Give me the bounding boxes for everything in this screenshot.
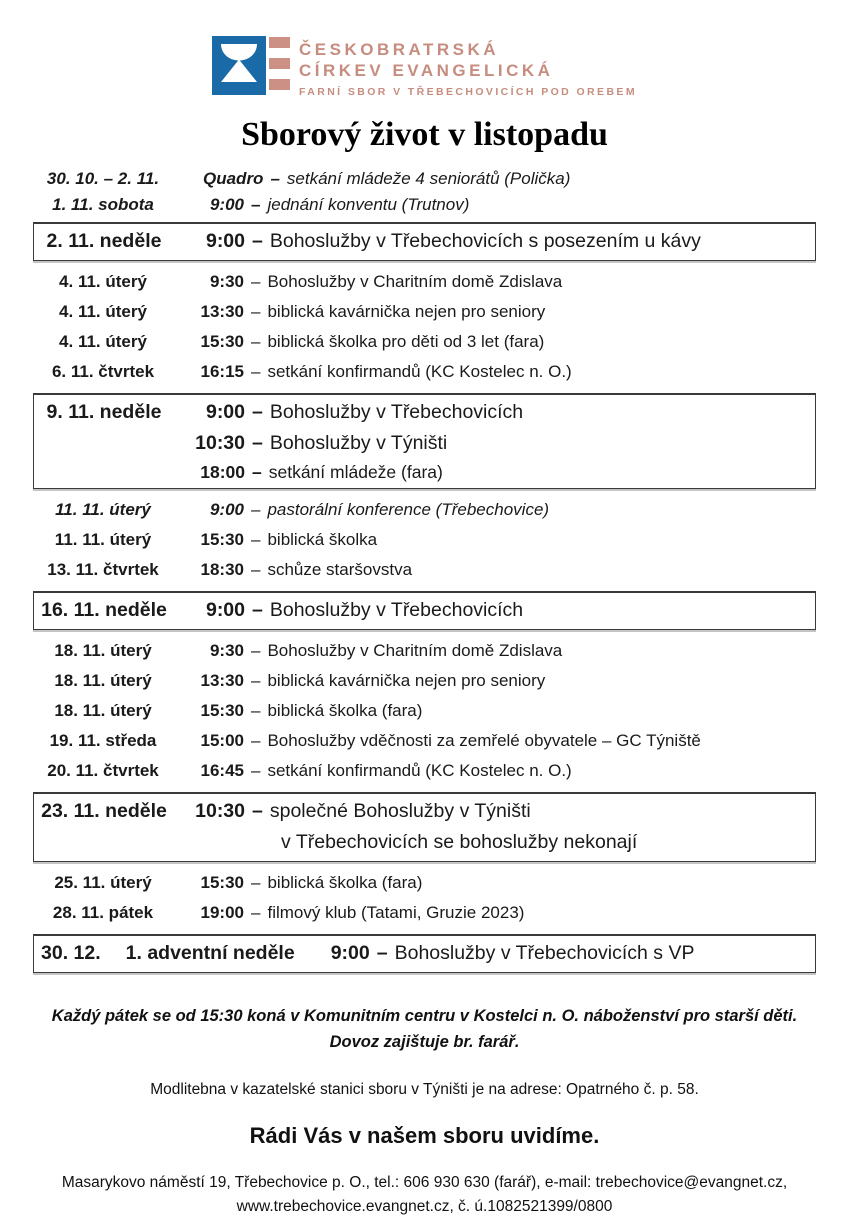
- date-cell: 1. 11. sobota: [52, 195, 154, 214]
- time-cell: 9:00: [209, 195, 244, 214]
- time-cell: 19:00: [200, 903, 244, 922]
- contact-line-1: Masarykovo náměstí 19, Třebechovice p. O., tel.: 606 930 630 (farář), e-mail: trebechovice@evangnet.cz,: [61, 1174, 788, 1191]
- sunday-box: [33, 393, 816, 489]
- time-cell: 9:30: [209, 272, 244, 291]
- sunday-box: [33, 792, 816, 862]
- time-cell: 18:00: [200, 462, 245, 482]
- dash: –: [252, 230, 263, 252]
- time-cell: 15:30: [200, 873, 244, 892]
- event-text: společné Bohoslužby v Týništi: [269, 800, 531, 822]
- time-cell: 9:00: [209, 500, 244, 519]
- date-cell: 19. 11. středa: [49, 731, 157, 750]
- date-cell: 30. 10. – 2. 11.: [46, 169, 160, 188]
- sunday-box: [33, 591, 816, 630]
- week-group: [33, 495, 816, 585]
- dash: –: [251, 641, 261, 660]
- venue-note: Modlitebna v kazatelské stanici sboru v Týništi je na adrese: Opatrného č. p. 58.: [150, 1081, 699, 1098]
- advent-box: [33, 934, 816, 973]
- time-cell: 9:00: [205, 401, 245, 423]
- event-text: biblická kavárnička nejen pro seniory: [267, 671, 546, 690]
- event-text: biblická kavárnička nejen pro seniory: [267, 302, 546, 321]
- event-text: filmový klub (Tatami, Gruzie 2023): [267, 903, 525, 922]
- schedule-row: [33, 726, 816, 756]
- date-cell: 6. 11. čtvrtek: [51, 362, 155, 381]
- time-cell: 15:30: [200, 332, 244, 351]
- brand-text: [299, 36, 637, 98]
- dash: –: [251, 873, 261, 892]
- date-cell: 18. 11. úterý: [54, 701, 152, 720]
- dash: –: [252, 401, 263, 423]
- event-text: biblická školka pro děti od 3 let (fara): [267, 332, 545, 351]
- schedule: [33, 166, 816, 973]
- contact-block: [0, 1171, 849, 1219]
- dash: –: [251, 195, 261, 214]
- time-cell: 15:30: [200, 530, 244, 549]
- date-cell: 13. 11. čtvrtek: [47, 560, 159, 579]
- event-text: Bohoslužby v Třebechovicích: [269, 401, 524, 423]
- schedule-row: [33, 555, 816, 585]
- date-cell: 4. 11. úterý: [59, 332, 147, 351]
- date-cell: 30. 12.: [41, 942, 101, 964]
- page-title: Sborový život v listopadu: [241, 116, 608, 153]
- brand-line-1: ČESKOBRATRSKÁ: [299, 40, 500, 59]
- event-text: Bohoslužby v Třebechovicích s posezením u kávy: [269, 230, 701, 252]
- event-text: schůze staršovstva: [267, 560, 413, 579]
- date-cell: 16. 11. neděle: [41, 599, 167, 621]
- week-group: [33, 267, 816, 387]
- date-cell: 25. 11. úterý: [54, 873, 152, 892]
- time-cell: 16:45: [200, 761, 244, 780]
- dash: –: [251, 530, 261, 549]
- dash: –: [251, 332, 261, 351]
- schedule-row: [34, 827, 815, 858]
- time-cell: 9:00: [205, 599, 245, 621]
- schedule-row: [33, 327, 816, 357]
- event-text: setkání mládeže 4 seniorátů (Polička): [286, 169, 571, 188]
- schedule-row: [34, 938, 815, 969]
- schedule-row: [33, 297, 816, 327]
- schedule-row: [33, 166, 816, 192]
- date-cell: 18. 11. úterý: [54, 671, 152, 690]
- event-text: Bohoslužby v Charitním domě Zdislava: [267, 641, 563, 660]
- schedule-row: [33, 525, 816, 555]
- time-cell: 10:30: [195, 432, 245, 454]
- dash: –: [251, 701, 261, 720]
- schedule-row: [34, 459, 815, 485]
- dash: –: [270, 169, 280, 188]
- event-text: jednání konventu (Trutnov): [267, 195, 470, 214]
- event-text: Bohoslužby vděčnosti za zemřelé obyvatele – GC Týniště: [267, 731, 701, 750]
- time-cell: 9:00: [330, 942, 370, 964]
- schedule-row: [33, 495, 816, 525]
- event-text: Bohoslužby v Týništi: [269, 432, 448, 454]
- event-text: v Třebechovicích se bohoslužby nekonají: [281, 831, 638, 853]
- week-group: [33, 636, 816, 786]
- event-text: Bohoslužby v Třebechovicích: [269, 599, 524, 621]
- schedule-row: [33, 267, 816, 297]
- event-text: pastorální konference (Třebechovice): [267, 500, 550, 519]
- event-text: setkání konfirmandů (KC Kostelec n. O.): [267, 761, 572, 780]
- closing-line: Rádi Vás v našem sboru uvidíme.: [249, 1123, 600, 1148]
- sunday-box: [33, 222, 816, 261]
- schedule-row: [34, 595, 815, 626]
- event-text: biblická školka (fara): [267, 701, 423, 720]
- logo-bars-icon: [269, 37, 290, 90]
- date-cell: 28. 11. pátek: [52, 903, 154, 922]
- schedule-row: [33, 666, 816, 696]
- dash: –: [251, 903, 261, 922]
- friday-note-line-1: Každý pátek se od 15:30 koná v Komunitním centru v Kostelci n. O. náboženství pro starší děti.: [51, 1007, 798, 1025]
- week-group: [33, 868, 816, 928]
- friday-note: [0, 1003, 849, 1055]
- schedule-row: [33, 357, 816, 387]
- schedule-row: [33, 696, 816, 726]
- event-text: setkání konfirmandů (KC Kostelec n. O.): [267, 362, 572, 381]
- schedule-row: [33, 898, 816, 928]
- schedule-row: [34, 397, 815, 428]
- event-label: Quadro: [203, 169, 264, 188]
- time-cell: 10:30: [195, 800, 245, 822]
- schedule-row: [33, 868, 816, 898]
- date-cell: 20. 11. čtvrtek: [47, 761, 159, 780]
- date-cell: 18. 11. úterý: [54, 641, 152, 660]
- chalice-icon: [212, 36, 266, 95]
- dash: –: [252, 800, 263, 822]
- dash: –: [376, 942, 388, 964]
- dash: –: [252, 599, 263, 621]
- date-cell: 2. 11. neděle: [46, 230, 162, 252]
- time-cell: 9:00: [205, 230, 245, 252]
- date-cell: 23. 11. neděle: [41, 800, 167, 822]
- brand-line-3: FARNÍ SBOR V TŘEBECHOVICÍCH POD OREBEM: [299, 86, 637, 98]
- dash: –: [251, 761, 261, 780]
- dash: –: [251, 362, 261, 381]
- time-cell: 9:30: [209, 641, 244, 660]
- schedule-row: [34, 796, 815, 827]
- dash: –: [251, 272, 261, 291]
- event-text: setkání mládeže (fara): [268, 462, 443, 482]
- advent-label: 1. adventní neděle: [125, 942, 295, 964]
- time-cell: 15:30: [200, 701, 244, 720]
- schedule-row: [33, 192, 816, 218]
- dash: –: [251, 671, 261, 690]
- date-cell: 9. 11. neděle: [46, 401, 162, 423]
- date-cell: 11. 11. úterý: [54, 530, 152, 549]
- date-cell: 4. 11. úterý: [59, 302, 147, 321]
- brand-line-2: CÍRKEV EVANGELICKÁ: [299, 61, 554, 80]
- dash: –: [252, 432, 263, 454]
- dash: –: [252, 462, 262, 482]
- dash: –: [251, 560, 261, 579]
- date-cell: 4. 11. úterý: [59, 272, 147, 291]
- schedule-row: [34, 428, 815, 459]
- pre-schedule: [33, 166, 816, 218]
- event-text: Bohoslužby v Charitním domě Zdislava: [267, 272, 563, 291]
- schedule-row: [34, 226, 815, 257]
- church-logo: [0, 0, 849, 98]
- time-cell: 16:15: [200, 362, 244, 381]
- time-cell: 13:30: [200, 302, 244, 321]
- contact-line-2: www.trebechovice.evangnet.cz, č. ú.1082521399/0800: [236, 1198, 613, 1215]
- event-text: Bohoslužby v Třebechovicích s VP: [394, 942, 695, 964]
- schedule-row: [33, 636, 816, 666]
- dash: –: [251, 302, 261, 321]
- time-cell: 13:30: [200, 671, 244, 690]
- time-cell: 18:30: [200, 560, 244, 579]
- event-text: biblická školka: [267, 530, 378, 549]
- event-text: biblická školka (fara): [267, 873, 423, 892]
- friday-note-line-2: Dovoz zajištuje br. farář.: [329, 1033, 520, 1051]
- time-cell: 15:00: [200, 731, 244, 750]
- dash: –: [251, 500, 261, 519]
- date-cell: 11. 11. úterý: [55, 500, 151, 519]
- schedule-row: [33, 756, 816, 786]
- dash: –: [251, 731, 261, 750]
